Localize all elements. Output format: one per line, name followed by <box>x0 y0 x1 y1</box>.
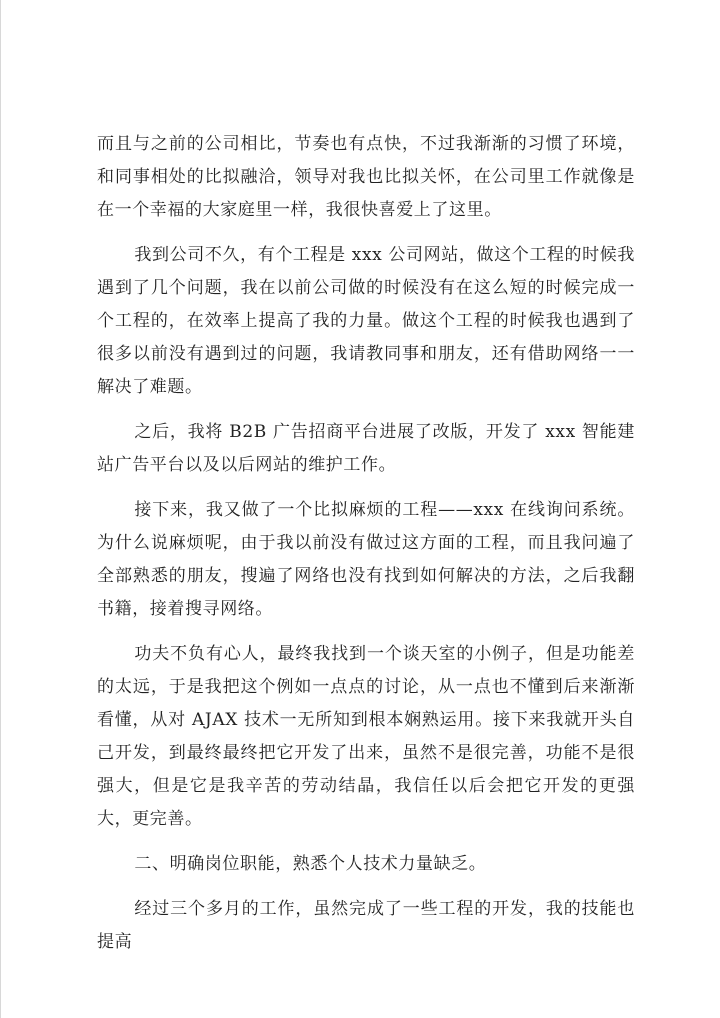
paragraph: 之后，我将 B2B 广告招商平台进展了改版，开发了 xxx 智能建站广告平台以及以后网站的维护工作。 <box>97 422 635 475</box>
page-edge <box>0 0 1 1018</box>
paragraph: 功夫不负有心人，最终我找到一个谈天室的小例子，但是功能差的太远，于是我把这个例如一点点的讨论，从一点也不懂到后来渐渐看懂，从对 AJAX 技术一无所知到根本娴熟运用。接下来我就开头自己开发，到最终最终把它开发了出来，虽然不是很完善，功能不是很强大，但是它是我辛苦的劳动结晶，我信任以后会把它开发的更强大，更完善。 <box>97 644 635 829</box>
section-heading: 二、明确岗位职能，熟悉个人技术力量缺乏。 <box>134 854 487 874</box>
paragraph: 而且与之前的公司相比，节奏也有点快，不过我渐渐的习惯了环境，和同事相处的比拟融洽，领导对我也比拟关怀，在公司里工作就像是在一个幸福的大家庭里一样，我很快喜爱上了这里。 <box>97 134 635 220</box>
paragraph: 接下来，我又做了一个比拟麻烦的工程——xxx 在线询问系统。为什么说麻烦呢，由于我以前没有做过这方面的工程，而且我问遍了全部熟悉的朋友，搜遍了网络也没有找到如何解决的方法，之后我翻书籍，接着搜寻网络。 <box>97 500 635 619</box>
paragraph: 经过三个多月的工作，虽然完成了一些工程的开发，我的技能也提高 <box>97 899 635 952</box>
paragraph: 我到公司不久，有个工程是 xxx 公司网站，做这个工程的时候我遇到了几个问题，我在以前公司做的时候没有在这么短的时候完成一个工程的，在效率上提高了我的力量。做这个工程的时候我也遇到了很多以前没有遇到过的问题，我请教同事和朋友，还有借助网络一一解决了难题。 <box>97 245 635 397</box>
document-body <box>97 128 635 971</box>
